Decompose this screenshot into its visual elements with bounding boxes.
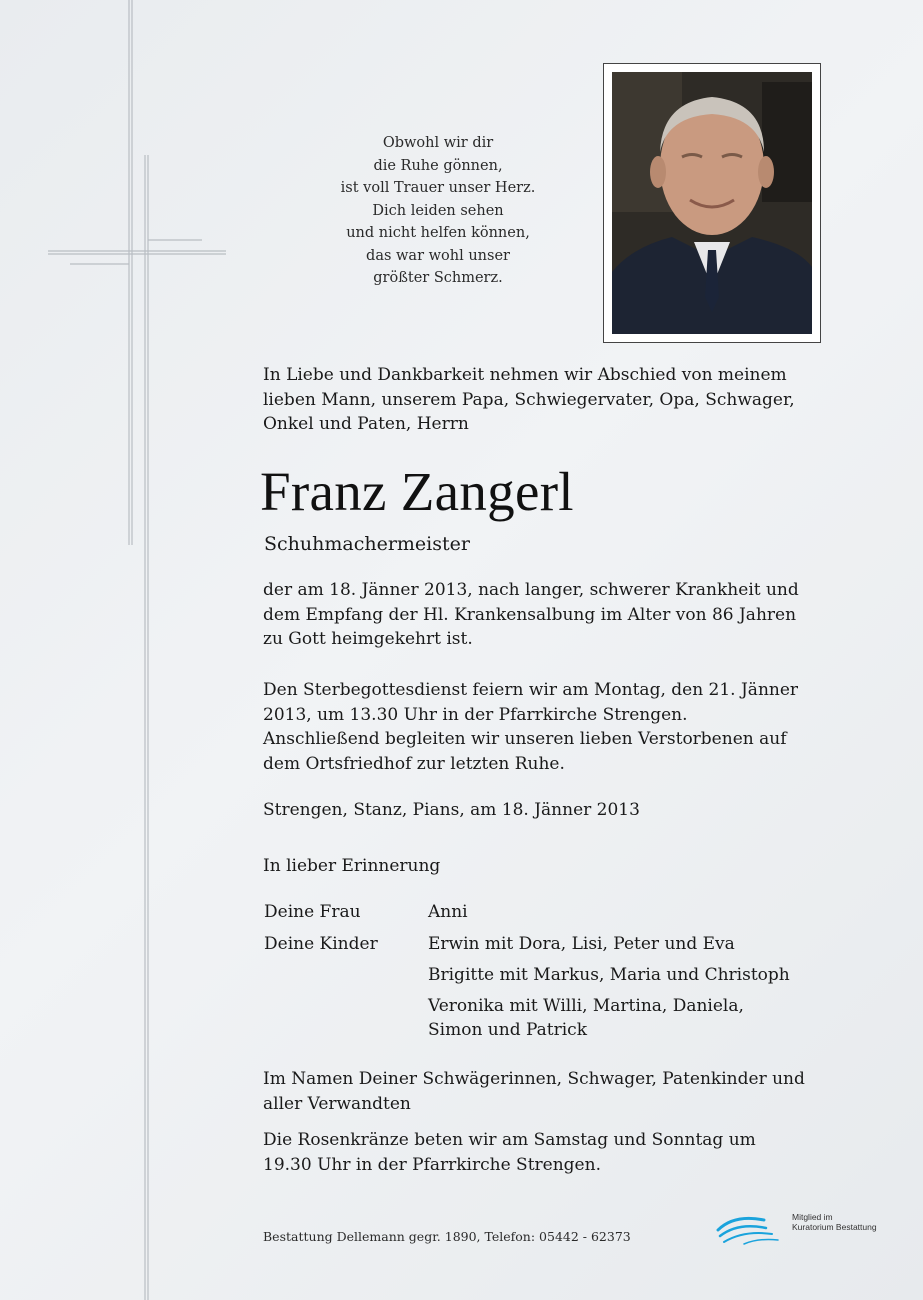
rosary-notice [263, 1128, 756, 1177]
death-line: zu Gott heimgekehrt ist. [263, 629, 473, 649]
wife-name: Anni [428, 902, 468, 922]
cross-icon [0, 0, 240, 1300]
rosary-line: 19.30 Uhr in der Pfarrkirche Strengen. [263, 1154, 601, 1175]
children-line: Veronika mit Willi, Martina, Daniela, [428, 996, 744, 1016]
funeral-line: dem Ortsfriedhof zur letzten Ruhe. [263, 753, 565, 774]
wife-label: Deine Frau [264, 902, 361, 922]
children-line: Simon und Patrick [428, 1020, 588, 1040]
on-behalf-line: aller Verwandten [263, 1093, 411, 1114]
poem-line: Obwohl wir dir [382, 135, 494, 151]
membership-line: Mitglied im [792, 1212, 833, 1222]
memory-heading: In lieber Erinnerung [263, 856, 441, 876]
children-line: Brigitte mit Markus, Maria und Christoph [428, 965, 790, 985]
portrait-photo [612, 72, 812, 334]
funeral-home-footer: Bestattung Dellemann gegr. 1890, Telefon: 05442 - 62373 [263, 1229, 631, 1244]
funeral-line: Den Sterbegottesdienst feiern wir am Montag, den 21. Jänner [263, 680, 799, 700]
death-line: der am 18. Jänner 2013, nach langer, schwerer Krankheit und [263, 580, 799, 600]
membership-text [792, 1212, 877, 1232]
on-behalf-text [263, 1067, 805, 1116]
poem-line: und nicht helfen können, [346, 225, 530, 241]
poem-line: Dich leiden sehen [372, 202, 504, 219]
children-label: Deine Kinder [264, 934, 378, 954]
poem [318, 132, 558, 290]
poem-line: die Ruhe gönnen, [373, 157, 503, 174]
funeral-line: 2013, um 13.30 Uhr in der Pfarrkirche Strengen. [263, 704, 688, 725]
rosary-line: Die Rosenkränze beten wir am Samstag und Sonntag um [263, 1130, 756, 1150]
intro-line: In Liebe und Dankbarkeit nehmen wir Abschied von meinem [263, 365, 787, 385]
death-notice [263, 578, 799, 652]
intro-text [263, 363, 795, 437]
on-behalf-line: Im Namen Deiner Schwägerinnen, Schwager, Patenkinder und [263, 1069, 805, 1089]
poem-line: größter Schmerz. [373, 270, 503, 286]
deceased-profession: Schuhmachermeister [264, 533, 470, 555]
membership-line: Kuratorium Bestattung [792, 1222, 877, 1232]
death-line: dem Empfang der Hl. Krankensalbung im Alter von 86 Jahren [263, 604, 797, 625]
funeral-line: Anschließend begleiten wir unseren lieben Verstorbenen auf [263, 729, 787, 749]
poem-line: ist voll Trauer unser Herz. [340, 180, 536, 196]
intro-line: lieben Mann, unserem Papa, Schwiegervater, Opa, Schwager, [263, 389, 795, 410]
deceased-name: Franz Zangerl [260, 461, 574, 522]
portrait-frame [603, 63, 821, 343]
intro-line: Onkel und Paten, Herrn [263, 414, 469, 434]
poem-line: das war wohl unser [366, 247, 510, 264]
children-line: Erwin mit Dora, Lisi, Peter und Eva [428, 934, 735, 954]
funeral-notice [263, 678, 798, 776]
place-date: Strengen, Stanz, Pians, am 18. Jänner 2013 [263, 800, 640, 820]
